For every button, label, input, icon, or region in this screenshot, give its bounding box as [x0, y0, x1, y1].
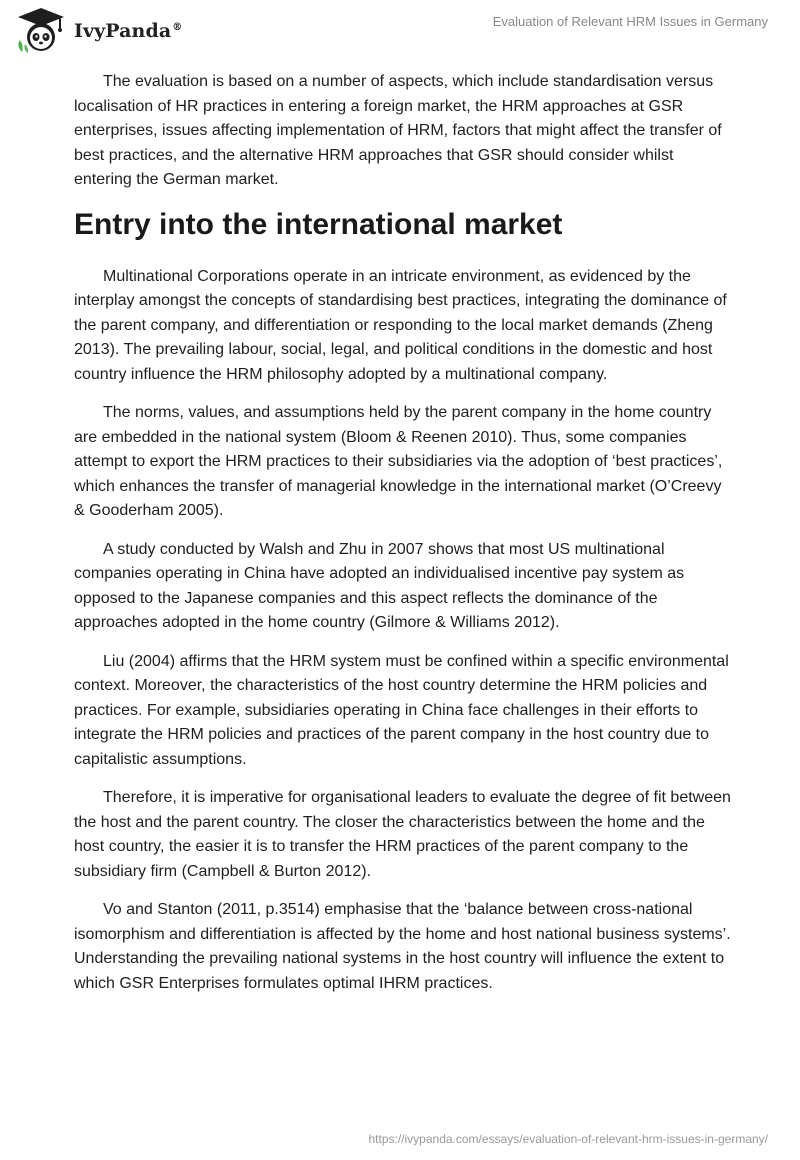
body-paragraph: Vo and Stanton (2011, p.3514) emphasise that the ‘balance between cross-national isomorphism and differentiation is affected by the home and host national business systems’. Understanding the prevailing national systems in the host country will influence the extent to which GSR Enterprises formulates optimal IHRM practices.	[74, 901, 731, 992]
page-header	[0, 0, 800, 60]
source-url-link[interactable]: https://ivypanda.com/essays/evaluation-of-relevant-hrm-issues-in-germany/	[368, 1132, 768, 1146]
document-title: Evaluation of Relevant HRM Issues in Germany	[492, 14, 768, 29]
essay-content	[74, 70, 734, 1010]
panda-graduate-icon	[14, 6, 68, 54]
body-paragraph: Liu (2004) affirms that the HRM system must be confined within a specific environmental context. Moreover, the characteristics of the host country determine the HRM policies and practices. For example, subsidiaries operating in China face challenges in their efforts to integrate the HRM policies and practices of the parent company in the host country due to capitalistic assumptions.	[74, 652, 729, 768]
body-paragraph: Therefore, it is imperative for organisational leaders to evaluate the degree of fit between the host and the parent country. The closer the characteristics between the home and the host country, the easier it is to transfer the HRM practices of the parent company to the subsidiary firm (Campbell & Burton 2012).	[74, 789, 731, 880]
body-paragraph: A study conducted by Walsh and Zhu in 2007 shows that most US multinational companies operating in China have adopted an individualised incentive pay system as opposed to the Japanese companies and this aspect reflects the dominance of the approaches adopted in the home country (Gilmore & Williams 2012).	[74, 540, 685, 631]
body-paragraph: Multinational Corporations operate in an intricate environment, as evidenced by the interplay amongst the concepts of standardising best practices, integrating the dominance of the parent company, and differentiation or responding to the local market demands (Zheng 2013). The prevailing labour, social, legal, and political conditions in the domestic and host country influence the HRM philosophy adopted by a multinational company.	[74, 267, 727, 383]
brand-name: IvyPanda®	[74, 20, 183, 42]
body-paragraph: The norms, values, and assumptions held by the parent company in the home country are embedded in the national system (Bloom & Reenen 2010). Thus, some companies attempt to export the HRM practices to their subsidiaries via the adoption of ‘best practices’, which enhances the transfer of managerial knowledge in the international market (O’Creevy & Gooderham 2005).	[74, 404, 723, 519]
ivypanda-logo[interactable]	[14, 6, 182, 54]
section-heading: Entry into the international market	[74, 207, 563, 241]
intro-paragraph: The evaluation is based on a number of aspects, which include standardisation versus localisation of HR practices in entering a foreign market, the HRM approaches at GSR enterprises, issues affecting implementation of HRM, factors that might affect the transfer of best practices, and the alternative HRM approaches that GSR should consider whilst entering the German market.	[74, 73, 722, 188]
